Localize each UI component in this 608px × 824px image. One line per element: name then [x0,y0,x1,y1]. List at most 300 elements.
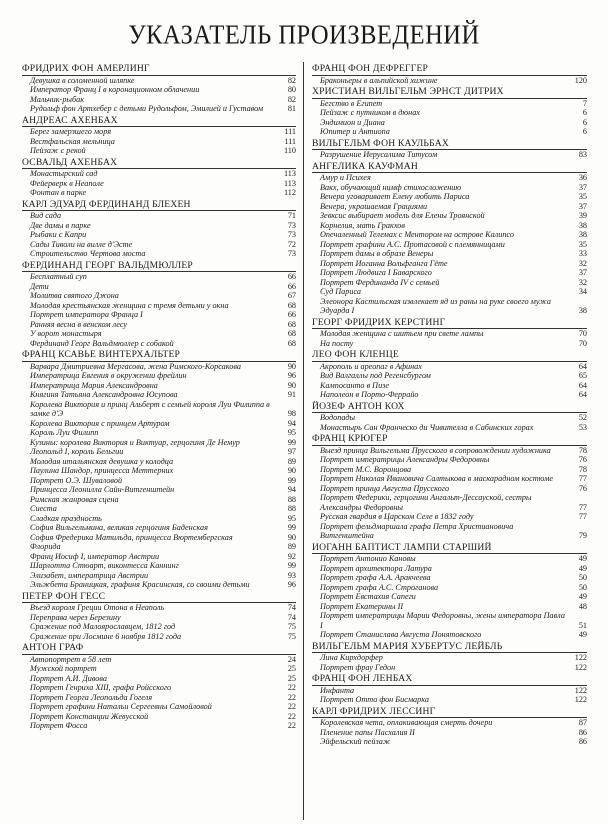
artist-heading: ГЕОРГ ФРИДРИХ КЕРСТИНГ [312,317,587,330]
artist-heading: ОСВАЛЬД АХЕНБАХ [22,157,296,170]
work-title: Венера уговаривает Елену любить Париса [320,192,470,201]
work-entry [22,721,296,731]
work-entry [312,611,587,630]
page-number: 112 [284,188,296,197]
page-number: 49 [578,554,587,563]
work-title: Русская гвардия в Царском Селе в 1832 году [320,512,474,521]
work-title: Две дамы в парке [30,220,91,230]
work-title: Король Луи Филипп [30,428,99,437]
artist-heading: ИОГАНН БАПТИСТ ЛАМПИ СТАРШИЙ [312,542,587,555]
work-title: Портрет фельдмаршала графа Петра Христиановича Витгенштейна [320,521,514,540]
work-entry [312,686,587,696]
work-title: Элизабет, императрица Австрии [30,570,149,580]
artist-heading: ЙОЗЕФ АНТОН КОХ [312,401,587,414]
artist-heading: ФРАНЦ КРЮГЕР [312,433,587,446]
page-number: 74 [287,603,296,612]
work-title: Паулина Шандор, принцесса Меттерних [30,466,174,475]
work-entry [312,339,587,349]
work-entry [22,632,296,642]
work-entry [312,371,587,381]
work-title: Портрет Станислава Августа Понятовского [320,630,482,639]
page-number: 48 [578,601,587,611]
work-title: Портрет Людвига I Баварского [320,268,432,277]
work-title: Девушка в соломенной шляпке [30,75,135,85]
page-number: 73 [287,220,296,230]
work-title: Амур и Психея [320,173,371,182]
page-number: 6 [582,117,587,127]
page-number: 37 [578,201,587,211]
work-title: Портрет принца Августа Прусского [320,483,450,493]
work-entry [312,202,587,212]
work-entry [312,108,587,118]
work-entry [22,674,296,684]
page-number: 70 [578,329,587,338]
page-number: 86 [578,727,587,737]
page-number: 65 [578,371,587,380]
works-list [312,150,587,160]
artist-heading: ФРАНЦ ФОН ДЕФРЕГГЕР [312,63,587,76]
page-number: 6 [582,127,587,136]
work-title: Пленение папы Пасхалия II [320,727,415,737]
work-entry [312,554,587,564]
work-entry [22,571,296,581]
work-entry [312,249,587,259]
page-number: 34 [578,287,587,296]
work-title: Королевская чета, оплакивающая смерть дочери [320,718,493,727]
work-title: Фейерверк в Неаполе [30,178,104,188]
artist-heading: АНТОН ГРАФ [22,642,296,655]
work-title: София Фредерика Матильда, принцесса Вюртембергская [30,532,233,542]
work-title: Фердинанд Георг Вальдмюллер с собакой [30,338,174,348]
page-number: 99 [287,437,296,447]
page-number: 96 [287,580,296,589]
work-title: Наполеон в Порто-Феррайо [320,390,419,399]
work-entry [22,390,296,400]
works-list [312,446,587,541]
page-number: 87 [578,718,587,727]
work-title: Корнелия, мать Гракхов [320,220,405,230]
work-title: Молитва святого Джона [30,291,119,300]
work-title: Портрет Федерики, герцогини Ангальт-Дессауской, сестры Александры Федоровны [320,493,532,512]
page-number: 75 [287,622,296,631]
work-title: Портрет Фосса [30,721,88,730]
work-title: Портрет графа А.А. Аракчеева [320,573,431,582]
work-title: Портрет Екатерины II [320,601,404,611]
work-entry [312,268,587,278]
page-number: 38 [578,230,587,239]
work-title: Переправа через Березину [30,612,121,622]
page-number: 74 [287,612,296,622]
work-entry [22,371,296,381]
page-number: 90 [287,532,296,542]
work-entry [22,85,296,95]
work-title: Императрица Евгения в окружении фрейлин [30,371,187,380]
page-number: 49 [578,630,587,639]
artist-heading: ПЕТЕР ФОН ГЕСС [22,591,296,604]
work-entry [22,664,296,674]
artist-heading: ФЕРДИНАНД ГЕОРГ ВАЛЬДМЮЛЛЕР [22,260,296,273]
work-title: Сады Тиволи на вилле д'Эсте [30,239,133,249]
work-entry [312,118,587,128]
work-entry [22,438,296,448]
work-title: Выезд принца Вильгельма Прусского в сопровождении художника [320,445,551,455]
artist-heading: КАРЛ ФРИДРИХ ЛЕССИНГ [312,706,587,719]
work-title: Франц Иосиф I, император Австрии [30,551,160,561]
page-number: 122 [574,695,587,704]
work-entry [312,230,587,240]
works-list [312,653,587,672]
work-title: Королева Виктория и принц Альберт с семьей короля Луи Филиппа в замке д'Э [30,399,270,418]
work-entry [22,533,296,543]
work-title: Элеонора Кастильская извлекает яд из раны на руке своего мужа Эдуарда I [320,296,551,315]
work-title: Портрет архитектора Латура [320,563,432,573]
work-title: Молодая крестьянская женщина с тремя детьми у окна [30,300,229,310]
work-title: Вид сада [30,211,62,220]
page-number: 73 [287,230,296,239]
work-entry [312,240,587,250]
work-entry [22,561,296,571]
page-number: 64 [578,361,587,371]
page-number: 66 [287,281,296,291]
page-number: 113 [284,178,296,188]
work-entry [312,737,587,747]
page-number: 32 [578,258,587,268]
work-title: Портрет дамы в образе Венеры [320,249,434,258]
work-entry [312,413,587,423]
page-number: 33 [578,249,587,258]
artist-heading: ФРАНЦ ФОН ЛЕНБАХ [312,673,587,686]
work-entry [22,104,296,114]
work-entry [312,173,587,183]
work-entry [312,573,587,583]
work-entry [22,580,296,590]
page-number: 83 [578,150,587,159]
page-number: 95 [287,513,296,523]
work-title: Рудольф фон Артхебер с детьми Рудольфом, Эмилией и Густавом [30,104,264,113]
artist-heading: ЛЕО ФОН КЛЕНЦЕ [312,349,587,362]
work-entry [22,291,296,301]
page-number: 25 [287,673,296,683]
work-title: Ранняя весна в венском лесу [30,319,128,329]
page-number: 70 [578,338,587,348]
work-entry [312,192,587,202]
work-entry [22,381,296,391]
page-number: 53 [578,422,587,432]
page-number: 32 [578,277,587,287]
page-number: 78 [578,464,587,474]
work-title: Портрет императрицы Марии Федоровны, жены императора Павла I [320,611,565,630]
work-entry [22,495,296,505]
work-title: Римская жанровая сцена [30,494,119,504]
page-number: 35 [578,239,587,249]
work-entry [312,630,587,640]
works-list [22,211,296,259]
work-entry [22,485,296,495]
work-title: Портрет А.И. Дивова [30,673,107,683]
work-title: Флорида [30,542,61,551]
work-title: Опечаленный Телемах с Ментором на острове Калипсо [320,230,514,239]
page-number: 22 [287,702,296,711]
work-title: Портрет Георга Леопольда Гогеля [30,692,152,702]
works-list [22,127,296,156]
work-entry [312,211,587,221]
page-number: 66 [287,310,296,319]
work-title: Вид Валгаллы под Регенсбургом [320,371,431,380]
work-title: Портрет фрау Гедон [320,662,396,672]
page-number: 22 [287,683,296,692]
work-entry [312,512,587,522]
works-list [22,603,296,641]
work-entry [312,446,587,456]
page-number: 88 [287,504,296,513]
page-number: 89 [287,456,296,466]
work-entry [22,362,296,372]
page-number: 81 [287,104,296,113]
work-entry [22,272,296,282]
work-title: Юпитер и Антиопа [320,127,390,136]
work-entry [312,297,587,316]
work-title: Водопады [320,413,356,422]
page-number: 93 [287,570,296,580]
work-entry [22,613,296,623]
left-column [22,63,296,731]
work-title: Император Франц I в коронационном облачении [30,85,200,94]
work-title: Сражение при Лосмине 6 ноября 1812 года [30,631,182,641]
work-title: Мальчик-рыбак [30,94,85,104]
works-list [312,362,587,400]
page-number: 24 [287,654,296,664]
page-number: 80 [287,85,296,94]
page-number: 79 [578,531,587,540]
work-entry [312,695,587,705]
work-entry [312,653,587,663]
page-number: 38 [578,306,587,315]
work-entry [22,146,296,156]
work-title: Пейзаж с путником в дюнах [320,108,420,117]
works-list [312,99,587,137]
work-title: Молодая итальянская девушка у колодца [30,456,174,466]
page-number: 35 [578,192,587,201]
work-entry [22,282,296,292]
work-title: Портрет Отто фон Бисмарка [320,695,429,704]
page-number: 50 [578,582,587,592]
page-number: 97 [287,447,296,456]
page-number: 86 [578,737,587,746]
work-title: Кузины: королева Виктория и Виктуар, герцогиня Де Немур [30,437,240,447]
work-entry [22,329,296,339]
work-title: Портрет Фердинанда IV с семьей [320,277,440,287]
work-entry [22,466,296,476]
work-entry [22,683,296,693]
work-entry [312,390,587,400]
work-title: Сражение под Малоярославцем, 1812 год [30,622,176,631]
work-entry [22,476,296,486]
work-title: Леопольд I, король Бельгии [30,447,124,456]
work-title: Браконьеры в альпийской хижине [320,75,438,85]
page-number: 94 [287,418,296,428]
work-title: Вакх, обучающий нимф стихосложению [320,182,462,192]
page-number: 76 [578,483,587,493]
work-title: Дети [30,281,49,291]
page-number: 122 [574,685,587,695]
work-title: Эльжбета Браницкая, графиня Красинская, со своими детьми [30,580,250,589]
page-title: УКАЗАТЕЛЬ ПРОИЗВЕДЕНИЙ [128,20,480,51]
work-entry [22,457,296,467]
work-entry [22,542,296,552]
work-title: Строительство Чертова моста [30,249,146,258]
page-number: 52 [578,413,587,422]
artist-heading: ФРАНЦ КСАВЬЕ ВИНТЕРХАЛЬТЕР [22,349,296,362]
page-number: 66 [287,272,296,281]
page-number: 77 [578,474,587,483]
column-divider [303,62,304,820]
artist-heading: КАРЛ ЭДУАРД ФЕРДИНАНД БЛЕХЕН [22,199,296,212]
work-entry [22,428,296,438]
page-number: 98 [287,409,296,418]
work-title: Портрет Констанции Жевусской [30,711,149,721]
page-number: 120 [574,75,587,85]
page-number: 122 [574,662,587,672]
page-number: 64 [578,390,587,399]
page-number: 39 [578,211,587,220]
works-list [22,362,296,590]
page-number: 51 [578,620,587,630]
work-title: Монастырь Сан Франческо ди Чивителла в Сабинских горах [320,422,534,432]
work-entry [312,423,587,433]
work-entry [22,552,296,562]
work-title: Рыбаки с Капри [30,230,87,239]
work-entry [22,400,296,419]
page-number: 68 [287,338,296,348]
page-number: 122 [574,653,587,662]
page-number: 49 [578,592,587,601]
page-number: 89 [287,542,296,551]
page-number: 38 [578,220,587,230]
work-title: Портрет М.С. Воронцова [320,464,412,474]
page-number: 6 [582,108,587,117]
work-entry [22,240,296,250]
work-entry [22,76,296,86]
page-number: 91 [287,390,296,399]
work-title: Эндимион и Диана [320,117,385,127]
work-entry [22,95,296,105]
works-list [312,718,587,747]
work-entry [312,455,587,465]
page-number: 111 [284,136,296,146]
work-entry [22,249,296,259]
right-column [312,63,587,747]
page-number: 50 [578,573,587,582]
work-title: На посту [320,338,354,348]
work-entry [312,183,587,193]
works-list [22,76,296,114]
work-title: Разрушение Иерусалима Титусом [320,150,438,159]
work-title: Бесплатный суп [30,272,87,281]
work-entry [22,514,296,524]
work-entry [312,493,587,512]
page-number: 95 [287,428,296,437]
page-number: 78 [578,445,587,455]
work-entry [312,259,587,269]
work-title: София Вильгельмина, великая герцогиня Баденская [30,523,208,532]
works-list [312,173,587,316]
page-number: 37 [578,268,587,277]
work-title: Портрет О.Э. Шуваловой [30,475,123,485]
work-title: Молодая женщина с шитьем при свете лампы [320,329,484,338]
artist-heading: ХРИСТИАН ВИЛЬГЕЛЬМ ЭРНСТ ДИТРИХ [312,86,587,99]
work-title: Портрет императора Франца I [30,310,143,319]
work-title: Суд Париса [320,287,361,296]
work-title: Вестфальская мельница [30,136,115,146]
work-entry [22,310,296,320]
page-number: 73 [287,249,296,258]
work-title: Венера, украшаемая Грациями [320,201,428,211]
work-entry [22,693,296,703]
work-title: Фонтан в парке [30,188,87,197]
work-title: Бегство в Египет [320,98,383,108]
page-number: 68 [287,319,296,329]
page-number: 94 [287,485,296,494]
work-entry [22,339,296,349]
work-title: Инфанта [320,685,355,695]
work-entry [22,127,296,137]
page-number: 22 [287,721,296,730]
work-title: Шарлотта Стюарт, виконтесса Каннинг [30,561,179,570]
work-entry [22,603,296,613]
page-number: 99 [287,523,296,532]
work-entry [22,419,296,429]
artist-heading: ВИЛЬГЕЛЬМ МАРИЯ ХУБЕРТУС ЛЕЙБЛЬ [312,641,587,654]
work-entry [22,320,296,330]
page-number: 88 [287,494,296,504]
work-entry [22,301,296,311]
work-title: Портрет Генриха XIII, графа Ройсского [30,683,172,692]
work-entry [312,663,587,673]
page-number: 82 [287,94,296,104]
work-entry [312,564,587,574]
work-title: Пейзаж с рекой [30,146,86,155]
work-title: Императрица Мария Александровна [30,380,158,390]
work-entry [22,655,296,665]
work-entry [312,278,587,288]
page-number: 96 [287,371,296,380]
work-title: Зевксис выбирает модель для Елены Троянской [320,211,485,220]
work-entry [312,127,587,137]
page-number: 90 [287,380,296,390]
page-number: 64 [578,380,587,390]
work-entry [22,447,296,457]
work-entry [22,211,296,221]
page-number: 77 [578,512,587,521]
artist-heading: ФРИДРИХ ФОН АМЕРЛИНГ [22,63,296,76]
work-entry [312,329,587,339]
work-title: Портрет графини А.С. Протасовой с племянницами [320,239,505,249]
work-entry [312,287,587,297]
page-number: 76 [578,455,587,464]
page-number: 113 [284,169,296,178]
page-number: 82 [287,75,296,85]
works-list [22,655,296,731]
work-entry [312,592,587,602]
work-title: Сладкая праздность [30,513,102,523]
works-list [312,413,587,432]
work-entry [22,179,296,189]
work-entry [312,474,587,484]
work-title: Варвара Дмитриевна Мергасова, жена Римского-Корсакова [30,361,241,371]
work-title: Портрет Иоганна Вольфганга Гёте [320,258,448,268]
work-entry [312,76,587,86]
page-number: 90 [287,361,296,371]
